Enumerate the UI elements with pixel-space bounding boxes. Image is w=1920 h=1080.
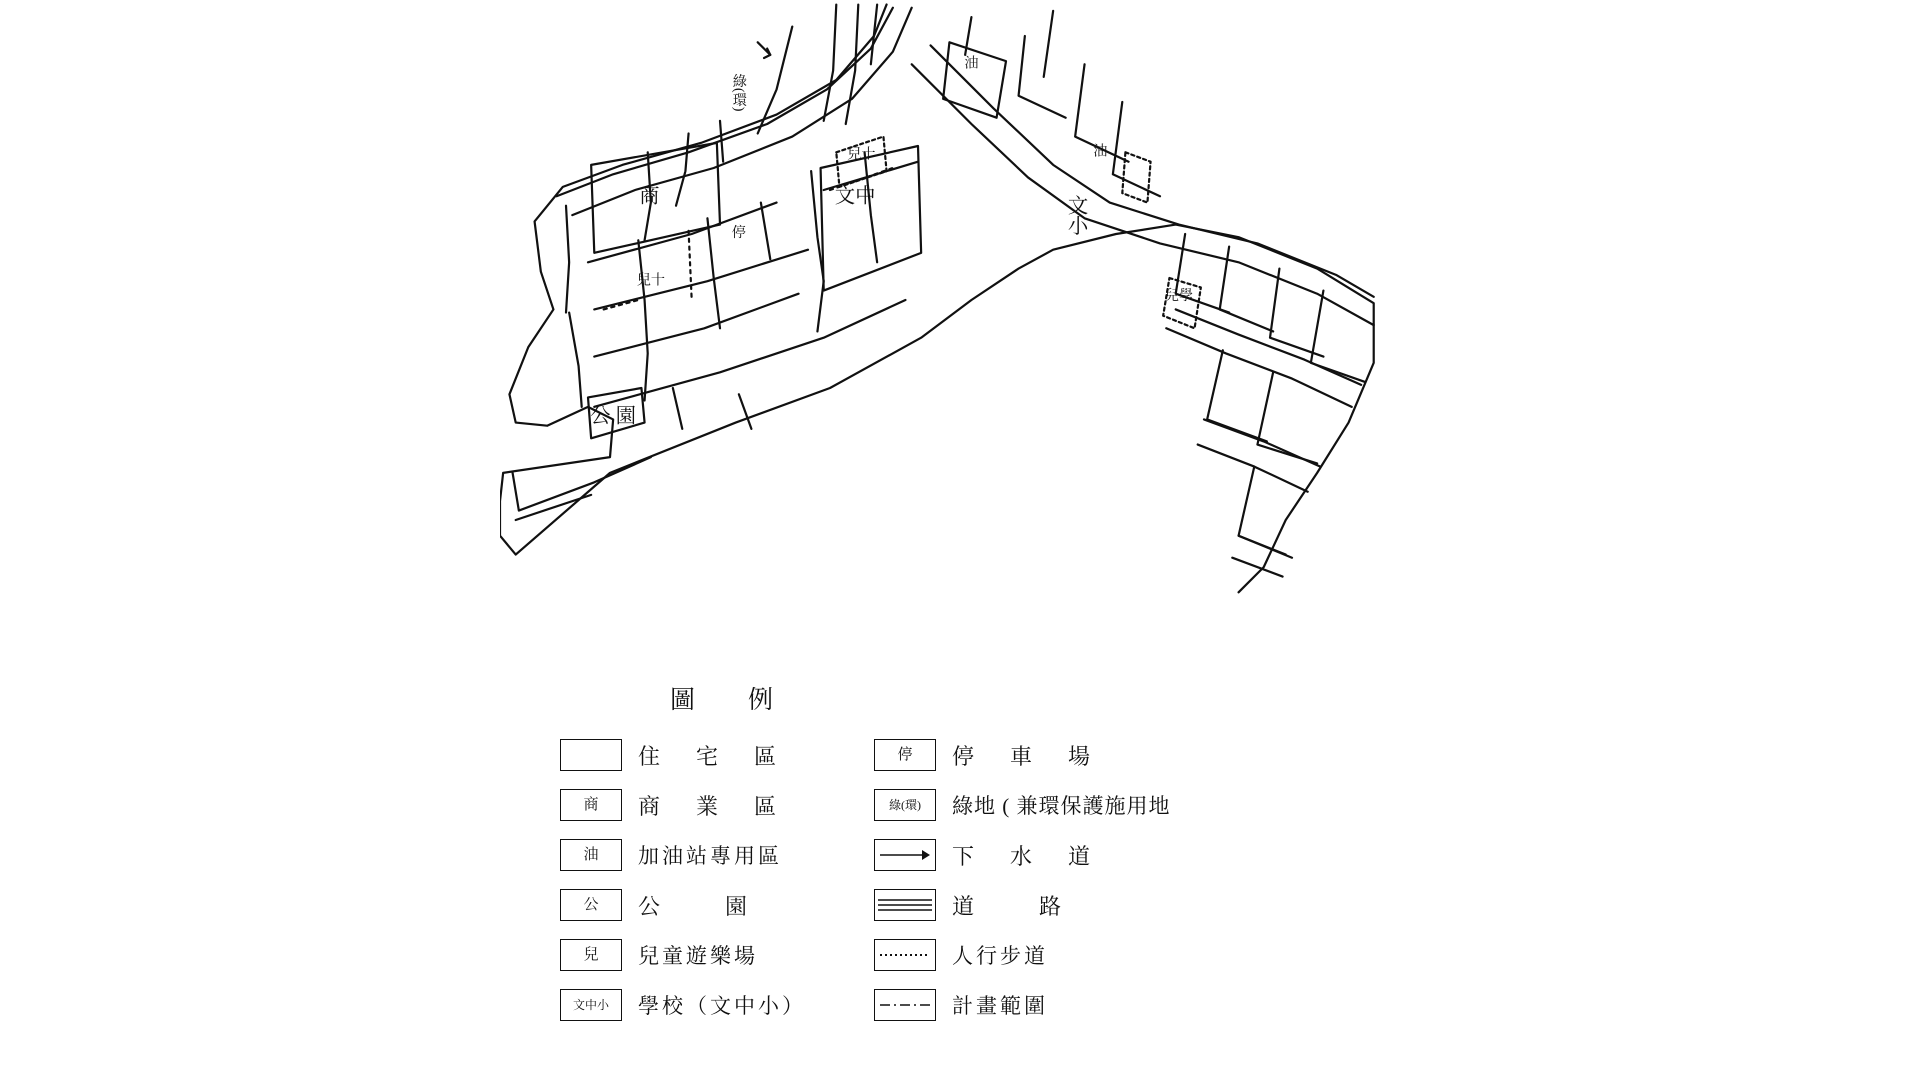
pedestrian-walk-label: 人行步道 xyxy=(952,944,1048,968)
dashdot-icon xyxy=(874,989,936,1021)
legend xyxy=(560,680,1380,1080)
map-label-child-play-1: 兒十 xyxy=(847,146,876,163)
sewer-label: 下 水 道 xyxy=(952,843,1098,869)
plan-boundary-label: 計畫範圍 xyxy=(952,994,1048,1018)
sewer-arrow-icon xyxy=(874,839,936,871)
legend-item-parking xyxy=(874,738,1171,772)
dotted-icon xyxy=(874,939,936,971)
legend-item-school xyxy=(560,988,806,1022)
parking-label: 停 車 場 xyxy=(952,743,1098,769)
gas-station-label: 加油站專用區 xyxy=(638,844,782,868)
legend-item-pedestrian-walk xyxy=(874,938,1171,972)
legend-item-residential xyxy=(560,738,806,772)
map-label-green-env-1: 綠(環) xyxy=(730,73,747,112)
school-swatch: 文中小 xyxy=(560,989,622,1021)
legend-item-gas-station xyxy=(560,838,806,872)
residential-label: 住 宅 區 xyxy=(638,743,784,769)
legend-item-sewer xyxy=(874,838,1171,872)
children-playground-swatch: 兒 xyxy=(560,939,622,971)
legend-item-plan-boundary xyxy=(874,988,1171,1022)
map-drawing xyxy=(500,0,1380,600)
map-label-school-elementary-1: 文小 xyxy=(1064,194,1087,236)
park-label: 公 園 xyxy=(638,893,755,919)
map-label-child-play-2: 兒十 xyxy=(636,272,665,289)
map-figure xyxy=(500,0,1380,600)
map-label-oil-1: 油 xyxy=(1093,143,1108,160)
map-label-park-1: 公 園 xyxy=(590,405,637,428)
school-label: 學校（文中小） xyxy=(638,994,806,1018)
map-label-school-junior-1: 文中 xyxy=(834,185,876,208)
legend-item-green-env xyxy=(874,788,1171,822)
green-env-label: 綠地 ( 兼環保護施用地 xyxy=(952,794,1171,818)
commercial-swatch: 商 xyxy=(560,789,622,821)
legend-title: 圖 例 xyxy=(670,687,788,714)
legend-left-column xyxy=(560,738,806,1022)
residential-swatch xyxy=(560,739,622,771)
map-labels xyxy=(590,54,1193,427)
legend-item-children-playground xyxy=(560,938,806,972)
parking-swatch: 停 xyxy=(874,739,936,771)
legend-right-column xyxy=(874,738,1171,1022)
map-label-oil-2: 油 xyxy=(964,55,979,72)
road-icon xyxy=(874,889,936,921)
map-label-parking-1: 停 xyxy=(731,225,746,242)
legend-item-road xyxy=(874,888,1171,922)
green-env-swatch: 綠(環) xyxy=(874,789,936,821)
map-label-child-play-3: 兒學 xyxy=(1164,287,1193,304)
gas-station-swatch: 油 xyxy=(560,839,622,871)
legend-item-park xyxy=(560,888,806,922)
legend-item-commercial xyxy=(560,788,806,822)
map-label-commercial-1: 商 xyxy=(639,185,660,208)
park-swatch: 公 xyxy=(560,889,622,921)
commercial-label: 商 業 區 xyxy=(638,793,784,819)
children-playground-label: 兒童遊樂場 xyxy=(638,944,758,968)
road-label: 道 路 xyxy=(952,893,1069,919)
